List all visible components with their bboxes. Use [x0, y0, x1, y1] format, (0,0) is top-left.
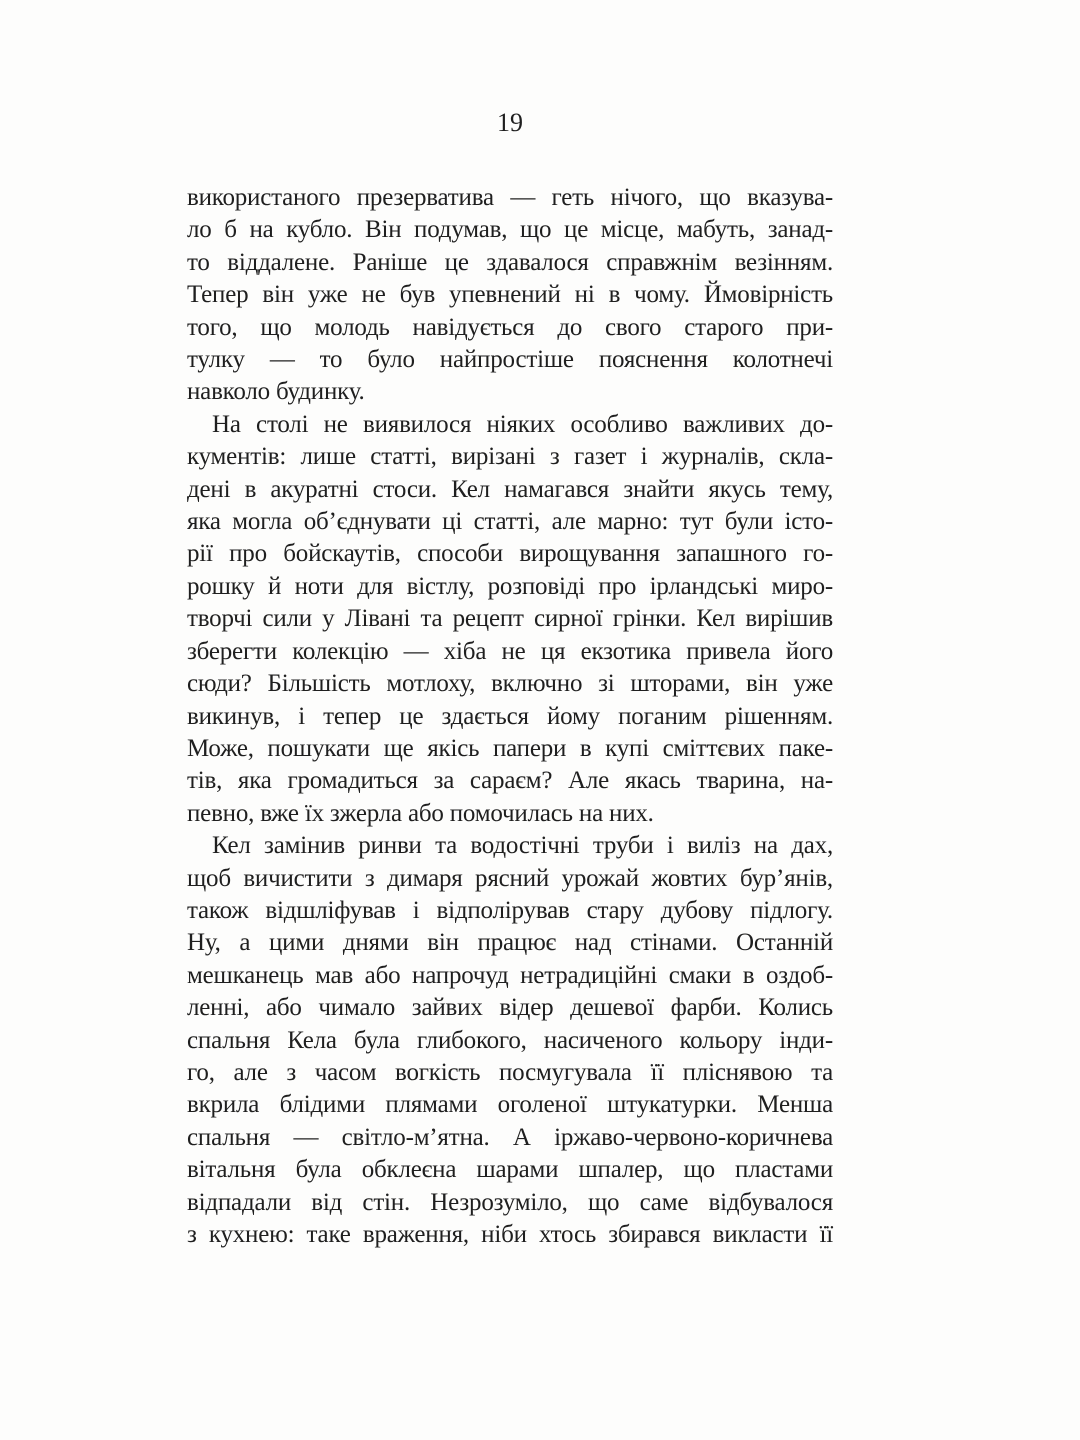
text-line: використаного презерватива — геть нічого, що вказува-	[187, 184, 833, 211]
text-line: вітальня була обклеєна шарами шпалер, що пластами	[187, 1156, 833, 1184]
text-line: Кел замінив ринви та водостічні труби і виліз на дах,	[212, 832, 833, 860]
text-line: рошку й ноти для вістлу, розповіді про ірландські миро-	[187, 572, 833, 600]
text-line: яка могла об’єднувати ці статті, але марно: тут були істо-	[187, 508, 833, 536]
text-line: Тепер він уже не був упевнений ні в чому. Ймовірність	[187, 281, 833, 309]
text-line: На столі не виявилося ніяких особливо важливих до-	[212, 410, 833, 438]
text-line: щоб вичистити з димаря рясний урожай жовтих бур’янів,	[187, 864, 833, 892]
page-text	[187, 182, 833, 1251]
text-line: того, що молодь навідується до свого старого при-	[187, 313, 833, 341]
paragraph	[187, 409, 833, 830]
text-line: викинув, і тепер це здається йому поганим рішенням.	[187, 702, 833, 730]
text-line: мешканець мав або напрочуд нетрадиційні смаки в оздоб-	[187, 961, 833, 989]
page-number: 19	[497, 108, 523, 137]
text-line: го, але з часом вогкість посмугувала її пліснявою та	[187, 1058, 833, 1086]
text-line: тів, яка громадиться за сараєм? Але якась тварина, на-	[187, 767, 833, 795]
text-line: спальня — світло-м’ятна. А іржаво-червоно-коричнева	[187, 1123, 833, 1151]
text-line: певно, вже їх зжерла або помочилась на них.	[187, 799, 654, 827]
text-line: з кухнею: таке враження, ніби хтось збирався викласти її	[187, 1221, 833, 1248]
text-line: то віддалене. Раніше це здавалося справжнім везінням.	[187, 248, 833, 276]
text-line: тулку — то було найпростіше пояснення колотнечі	[187, 346, 833, 374]
text-line: спальня Кела була глибокого, насиченого кольору інди-	[187, 1026, 833, 1054]
paragraph	[187, 830, 833, 1251]
text-line: також відшліфував і відполірував стару дубову підлогу.	[187, 896, 833, 924]
text-line: навколо будинку.	[187, 378, 365, 406]
text-line: зберегти колекцію — хіба не ця екзотика привела його	[187, 637, 833, 665]
text-line: дені в акуратні стоси. Кел намагався знайти якусь тему,	[187, 475, 833, 503]
text-line: ленні, або чимало зайвих відер дешевої фарби. Колись	[187, 994, 833, 1022]
text-line: вкрила блідими плямами оголеної штукатурки. Менша	[187, 1091, 833, 1119]
paragraph	[187, 182, 833, 409]
text-line: Ну, а цими днями він працює над стінами. Останній	[187, 929, 833, 957]
text-line: Може, пошукати ще якісь папери в купі сміттєвих паке-	[187, 734, 833, 762]
text-line: відпадали від стін. Незрозуміло, що саме відбувалося	[187, 1188, 833, 1216]
text-line: сюди? Більшість мотлоху, включно зі шторами, він уже	[187, 670, 833, 698]
text-line: рії про бойскаутів, способи вирощування запашного го-	[187, 540, 833, 568]
text-line: ло б на кубло. Він подумав, що це місце, мабуть, занад-	[187, 216, 833, 244]
text-line: творчі сили у Лівані та рецепт сирної грінки. Кел вирішив	[187, 605, 833, 633]
text-line: кументів: лише статті, вирізані з газет і журналів, скла-	[187, 443, 833, 471]
